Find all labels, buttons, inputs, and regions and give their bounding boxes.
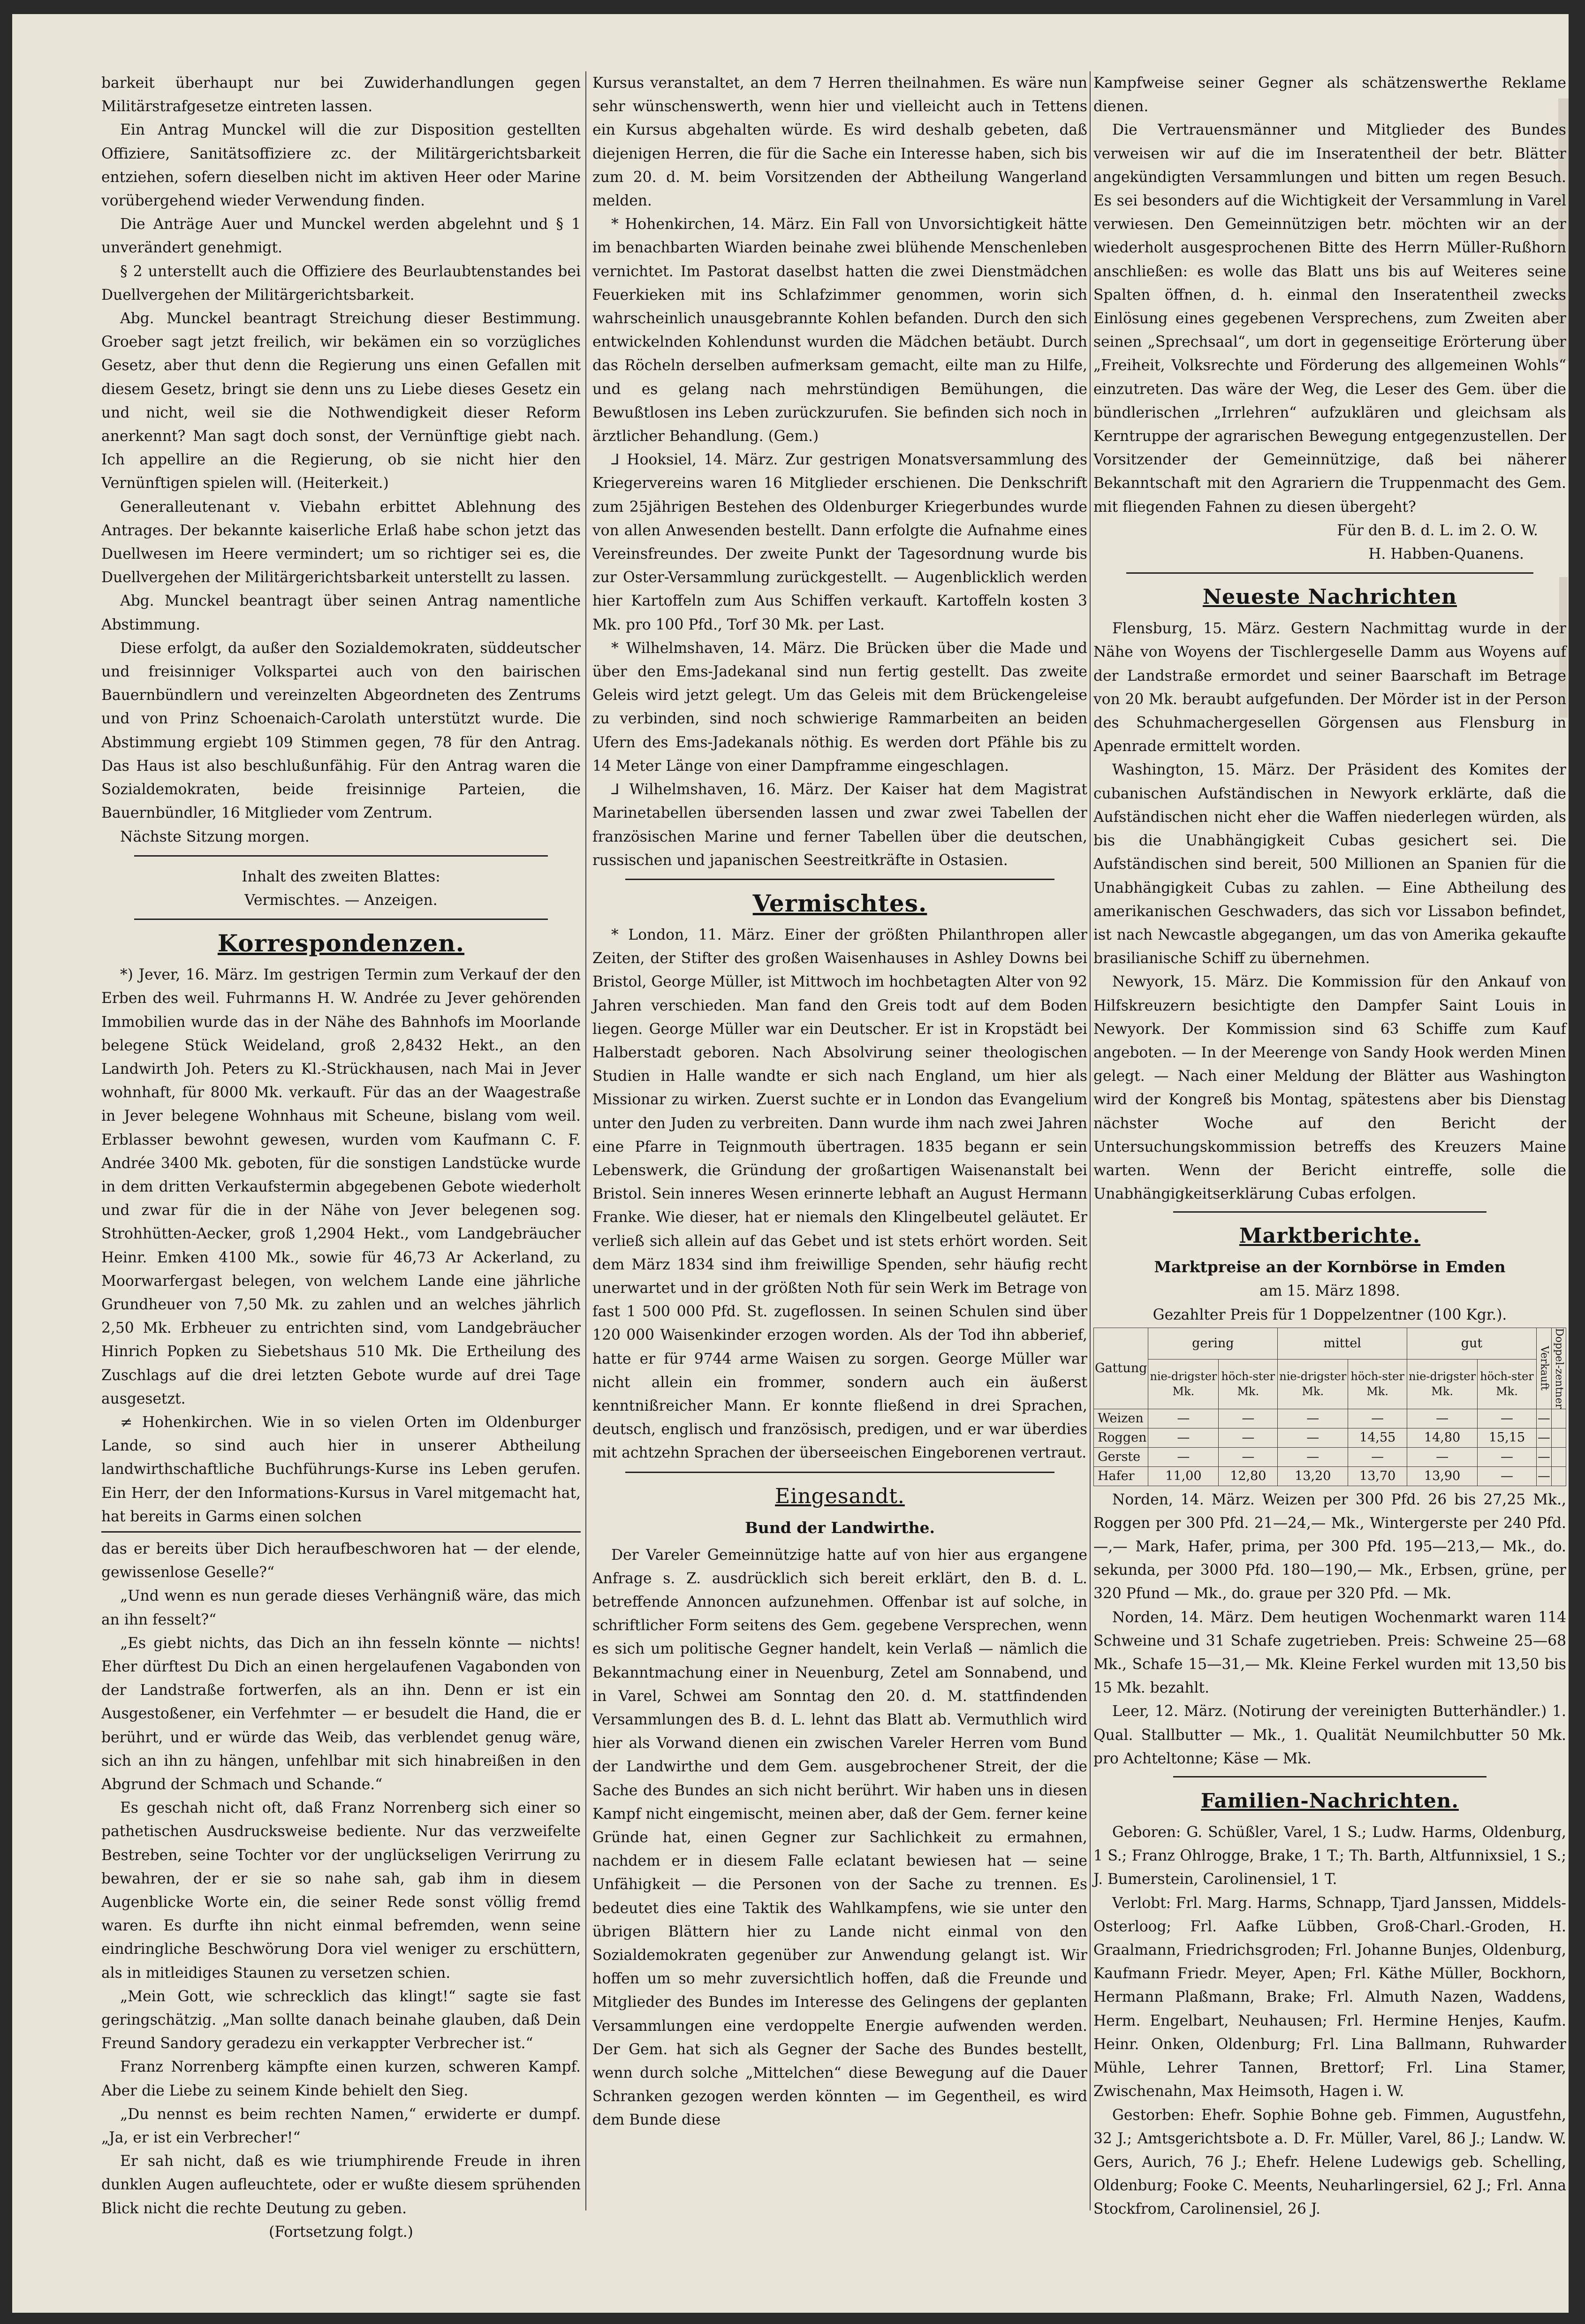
table-cell: — bbox=[1536, 1409, 1551, 1428]
market-price-note: Gezahlter Preis für 1 Doppelzentner (100 Kgr.). bbox=[1153, 1306, 1507, 1323]
article-wilhelmshaven-1: * Wilhelmshaven, 14. März. Die Brücken über die Made und über den Ems-Jadekanal sind nun fertig gestellt. Das zweite Geleis wird jetzt gelegt. Um das Geleis mit dem Brückengeleise zu verbinden, sind noch schwierige Rammarbeiten an beiden Ufern des Ems-Jadekanals nöthig. Es werden dort Pfähle bis zu 14 Meter Länge von einer Dampframme eingeschlagen. bbox=[592, 639, 1087, 775]
reichstag-paragraph: Abg. Munckel beantragt über seinen Antrag namentliche Abstimmung. bbox=[101, 592, 581, 633]
table-cell: — bbox=[1148, 1447, 1219, 1466]
table-cell: — bbox=[1536, 1428, 1551, 1447]
table-cell bbox=[1551, 1409, 1566, 1428]
reichstag-paragraph: Ein Antrag Munckel will die zur Disposition gestellten Offiziere, Sanitätsoffiziere zc. der Militärgerichtsbarkeit entziehen, sofern dieselben nicht im aktiven Heer oder Marine vorübergehend wieder Verwendung finden. bbox=[101, 122, 581, 210]
table-header: nie-drigster Mk. bbox=[1148, 1359, 1219, 1409]
family-engagements: Verlobt: Frl. Marg. Harms, Schnapp, Tjard Janssen, Middels-Osterloog; Frl. Aafke Lübben, Groß-Charl.-Groden, H. Graalmann, Friedrichsgroden; Frl. Johanne Bunjes, Oldenburg, Kaufmann Friedr. Meyer, Apen; Frl. Käthe Müller, Bockhorn, Hermann Plaßmann, Brake; Frl. Almuth Nazen, Waddens, Herm. Engelbart, Neuhausen; Frl. Hermine Henjes, Kaufm. Heinr. Onken, Oldenburg; Frl. Lina Ballmann, Ruhwarder Mühle, Lehrer Tannen, Brettorf; Frl. Lina Stamer, Zwischenahn, Max Heimsoth, Hagen i. W. bbox=[1093, 1894, 1566, 2100]
article-paragraph: Die Vertrauensmänner und Mitglieder des Bundes verweisen wir auf die im Inseratentheil der betr. Blätter angekündigten Versammlungen und bitten um regen Besuch. Es sei besonders auf die Wichtigkeit der Versammlung in Varel verwiesen. Den Gemeinnützigen betr. möchten wir an der wiederholt ausgesprochenen Bitte des Herrn Müller-Rußhorn anschließen: es wolle das Blatt uns bis auf Weiteres seine Spalten öffnen, d. h. einmal den Inseratentheil zwecks Einlösung eines gegebenen Versprechens, zum Zweiten aber seinen „Sprechsaal“, um dort in gegenseitige Erörterung über „Freiheit, Volksrechte und Förderung des allgemeinen Wohls“ einzutreten. Das wäre der Weg, die Leser des Gem. über die bündlerischen „Irrlehren“ aufzuklären und gleichsam als Kerntruppe der agrarischen Bewegung entgegenzustellen. Der Vorsitzender der Gemeinnützige, daß bei näherer Bekanntschaft mit den Agrariern die Truppenmacht des Gem. mit fliegenden Fahnen zu diesen übergeht? bbox=[1093, 122, 1566, 516]
table-header: höch-ster Mk. bbox=[1478, 1359, 1537, 1409]
table-header: nie-drigster Mk. bbox=[1278, 1359, 1348, 1409]
signature-line: Für den B. d. L. im 2. O. W. bbox=[1337, 522, 1538, 539]
reichstag-paragraph: Abg. Munckel beantragt Streichung dieser Bestimmung. Groeber sagt jetzt freilich, wir bekämen ein so vorzügliches Gesetz, aber thut denn die Regierung uns einen Gefallen mit diesem Gesetz, bringt sie denn uns zu Liebe dieses Gesetz ein und nicht, weil sie die Nothwendigkeit dieser Reform anerkennt? Man sagt doch sonst, der Vernünftige giebt nach. Ich appellire an die Regierung, ob sie nicht hier den Vernünftigen spielen will. (Heiterkeit.) bbox=[101, 310, 581, 492]
section-divider bbox=[625, 879, 1054, 880]
family-births: Geboren: G. Schüßler, Varel, 1 S.; Ludw. Harms, Oldenburg, 1 S.; Franz Ohlrogge, Brake, 1 T.; Th. Barth, Altfunnixsiel, 1 S.; J. Bumerstein, Carolinensiel, 1 T. bbox=[1093, 1824, 1566, 1888]
table-cell: 15,15 bbox=[1478, 1428, 1537, 1447]
table-header: nie-drigster Mk. bbox=[1407, 1359, 1478, 1409]
section-divider bbox=[1173, 1211, 1486, 1213]
section-divider bbox=[134, 919, 548, 920]
table-cell: 13,70 bbox=[1348, 1466, 1407, 1486]
feuilleton-paragraph: Franz Norrenberg kämpfte einen kurzen, schweren Kampf. Aber die Liebe zu seinem Kinde behielt den Sieg. bbox=[101, 2058, 581, 2099]
reichstag-paragraph: Diese erfolgt, da außer den Sozialdemokraten, süddeutscher und freisinniger Volkspartei auch von den bairischen Bauernbündlern und vereinzelten Abgeordneten des Zentrums und von Prinz Schoenaich-Carolath unterstützt wurde. Die Abstimmung ergiebt 109 Stimmen gegen, 78 für den Antrag. Das Haus ist also beschlußunfähig. Für den Antrag waren die Sozialdemokraten, beide freisinnige Parteien, die Bauernbündler, 16 Mitglieder vom Zentrum. bbox=[101, 639, 581, 822]
family-deaths: Gestorben: Ehefr. Sophie Bohne geb. Fimmen, Augustfehn, 32 J.; Amtsgerichtsbote a. D. Fr. Müller, Varel, 86 J.; Landw. W. Gers, Aurich, 76 J.; Ehefr. Helene Ludewigs geb. Schelling, Oldenburg; Fooke C. Meents, Neuharlingersiel, 62 J.; Frl. Anna Stockfrom, Carolinensiel, 26 J. bbox=[1093, 2106, 1566, 2218]
article-bund: Der Vareler Gemeinnützige hatte auf von hier aus ergangene Anfrage s. Z. ausdrücklich sich bereit erklärt, den B. d. L. betreffende Annoncen aufzunehmen. Offenbar ist auf solche, in schriftlicher Form seitens des Gem. gegebene Versprechen, wenn es sich um politische Gegner handelt, kein Verlaß — nämlich die Bekanntmachung einer in Neuenburg, Zetel am Sonnabend, und in Varel, Schwei am Sonntag den 20. d. M. stattfindenden Versammlungen des B. d. L. lehnt das Blatt ab. Vermuthlich wird hier als Vorwand dienen ein zwischen Vareler Herren vom Bund der Landwirthe und dem Gem. ausgebrochener Streit, der die Sache des Bundes an sich nicht berührt. Wir haben uns in diesen Kampf nicht eingemischt, meinen aber, daß der Gem. ferner keine Gründe hat, einen Gegner zur Sachlichkeit zu ermahnen, nachdem er in diesem Falle eclatant bewiesen hat — seine Unfähigkeit — die Personen von der Sache zu trennen. Es bedeutet dies eine Taktik des Wahlkampfens, wie sie unter den übrigen Blättern hier zu Lande nicht einmal von den Sozialdemokraten gegenüber zur Anwendung gelangt ist. Wir hoffen um so mehr zuversichtlich hoffen, daß die Freunde und Mitglieder des Bundes im Interesse des Gelingens der geplanten Versammlungen eine verdoppelte Energie aufwenden werden. Der Gem. hat sich als Gegner der Sache des Bundes bestellt, wenn durch solche „Mittelchen“ diese Bewegung auf die Dauer Schranken gezogen werden könnten — im Gegentheil, es wird dem Bunde diese bbox=[592, 1546, 1087, 2129]
section-heading-neueste-nachrichten: Neueste Nachrichten bbox=[1202, 585, 1457, 609]
reichstag-paragraph: Generalleutenant v. Viebahn erbittet Ablehnung des Antrages. Der bekannte kaiserliche Erlaß habe schon jetzt das Duellwesen im Heere vermindert; um so richtiger sei es, die Duellvergehen der Militärgerichtsbarkeit unterstellt zu lassen. bbox=[101, 498, 581, 586]
table-cell: — bbox=[1219, 1428, 1278, 1447]
table-cell: — bbox=[1348, 1447, 1407, 1466]
subheading-bund: Bund der Landwirthe. bbox=[744, 1518, 935, 1537]
article-washington: Washington, 15. März. Der Präsident des Komites der cubanischen Aufständischen in Newyork erklärte, daß die Aufständischen nicht eher die Waffen niederlegen würden, als bis die Unabhängigkeit Cubas gesichert sei. Die Aufständischen sind bereit, 500 Millionen an Spanien für die Unabhängigkeit Cubas zu zahlen. — Eine Abtheilung des amerikanischen Geschwaders, das sich vor Lissabon befindet, ist nach Newcastle abgegangen, um das von Amerika gekaufte brasilianische Schiff zu übernehmen. bbox=[1093, 761, 1566, 967]
reichstag-paragraph: Nächste Sitzung morgen. bbox=[120, 828, 310, 845]
table-cell: — bbox=[1407, 1447, 1478, 1466]
reichstag-paragraph: barkeit überhaupt nur bei Zuwiderhandlungen gegen Militärstrafgesetze eintreten lassen. bbox=[101, 75, 581, 115]
feuilleton-paragraph: „Du nennst es beim rechten Namen,“ erwiderte er dumpf. „Ja, er ist ein Verbrecher!“ bbox=[101, 2105, 581, 2147]
to-be-continued: (Fortsetzung folgt.) bbox=[269, 2223, 413, 2240]
market-subheading: Marktpreise an der Kornbörse in Emden bbox=[1154, 1258, 1506, 1276]
article-flensburg: Flensburg, 15. März. Gestern Nachmittag wurde in der Nähe von Woyens der Tischlergeselle Damm aus Woyens auf der Landstraße ermordet und seiner Baarschaft im Betrage von 20 Mk. beraubt aufgefunden. Der Mörder ist in der Person des Schuhmachergesellen Görgensen aus Flensburg in Apenrade ermittelt worden. bbox=[1093, 620, 1566, 755]
table-cell: Weizen bbox=[1094, 1409, 1148, 1428]
table-cell bbox=[1551, 1466, 1566, 1486]
market-report-norden: Norden, 14. März. Dem heutigen Wochenmarkt waren 114 Schweine und 31 Schafe zugetrieben. Preis: Schweine 25—68 Mk., Schafe 15—31,— Mk. Kleine Ferkel wurden mit 13,50 bis 15 Mk. bezahlt. bbox=[1093, 1609, 1566, 1697]
table-cell: 13,90 bbox=[1407, 1466, 1478, 1486]
section-heading-korrespondenzen: Korrespondenzen. bbox=[217, 929, 465, 957]
article-paragraph: Kursus veranstaltet, an dem 7 Herren theilnahmen. Es wäre nun sehr wünschenswerth, wenn hier und vielleicht auch in Tettens ein Kursus abgehalten würde. Es wird deshalb gebeten, daß diejenigen Herren, die für die Sache ein Interesse haben, sich bis zum 20. d. M. beim Vorsitzenden der Abtheilung Wangerland melden. bbox=[592, 75, 1087, 210]
contents-note: Inhalt des zweiten Blattes: bbox=[242, 868, 440, 885]
table-cell: — bbox=[1148, 1409, 1219, 1428]
table-row bbox=[1094, 1409, 1566, 1428]
article-hohenkirchen: ≠ Hohenkirchen. Wie in so vielen Orten im Oldenburger Lande, so sind auch hier in unserer Abtheilung landwirthschaftliche Buchführungs-Kurse ins Leben gerufen. Ein Herr, der den Informations-Kursus in Varel mitgemacht hat, hat bereits in Garms einen solchen bbox=[101, 1413, 581, 1525]
feuilleton-paragraph: Es geschah nicht oft, daß Franz Norrenberg sich einer so pathetischen Ausdrucksweise bediente. Nur das verzweifelte Bestreben, seine Tochter vor der unglückseligen Verirrung zu bewahren, der er sie so nahe sah, gab ihm in diesem Augenblicke Worte ein, die seiner Rede sonst völlig fremd waren. Es durfte ihn nicht einmal befremden, wenn seine eindringliche Beschwörung Dora viel weniger zu erschüttern, als in mitleidiges Staunen zu versetzen schien. bbox=[101, 1800, 581, 1982]
table-cell: — bbox=[1219, 1409, 1278, 1428]
table-header: gut bbox=[1407, 1328, 1537, 1359]
column-3 bbox=[1093, 71, 1566, 2218]
table-cell: — bbox=[1478, 1466, 1537, 1486]
section-divider bbox=[1126, 572, 1533, 574]
table-header: Gattung bbox=[1094, 1328, 1148, 1409]
market-price-table bbox=[1093, 1328, 1566, 1486]
column-rule bbox=[585, 71, 586, 2210]
article-wilhelmshaven-2: ⅃ Wilhelmshaven, 16. März. Der Kaiser hat dem Magistrat Marinetabellen übersenden lassen und zwar zwei Tabellen der französischen Marine und ferner Tabellen über die deutschen, russischen und japanischen Seestreitkräfte in Ostasien. bbox=[592, 781, 1087, 869]
table-row bbox=[1094, 1428, 1566, 1447]
column-rule bbox=[1090, 71, 1091, 2210]
table-header: höch-ster Mk. bbox=[1348, 1359, 1407, 1409]
article-jever: *) Jever, 16. März. Im gestrigen Termin zum Verkauf der den Erben des weil. Fuhrmanns H. W. Andrée zu Jever gehörenden Immobilien wurde das in der Nähe des Bahnhofs im Moorlande belegene Stück Weideland, groß 2,8432 Hekt., an den Landwirth Joh. Peters zu Kl.-Strückhausen, nach Mai in Jever wohnhaft, für 8000 Mk. verkauft. Für das an der Waagestraße in Jever belegene Wohnhaus mit Scheune, bislang vom weil. Erblasser bewohnt gewesen, wurden vom Kaufmann C. F. Andrée 3400 Mk. geboten, für die sonstigen Landstücke wurde in dem dritten Verkaufstermin abgegebenen Gebote wiederholt und zwar für die in der Nähe von Jever belegenen sog. Strohhütten-Aecker, groß 1,2904 Hekt., vom Landgebräucher Heinr. Emken 4100 Mk., sowie für 46,73 Ar Ackerland, zu Moorwarfergast belegen, von welchem Lande eine jährliche Grundheuer von 7,50 Mk. zu zahlen und an welches jährlich 2,50 Mk. Erbheuer zu entrichten sind, vom Landgebräucher Hinrich Popken zu Siebetshaus 510 Mk. Die Ertheilung des Zuschlags auf die drei letzten Gebote wurde auf drei Tage ausgesetzt. bbox=[101, 966, 581, 1407]
section-divider bbox=[134, 855, 548, 857]
reichstag-paragraph: Die Anträge Auer und Munckel werden abgelehnt und § 1 unverändert genehmigt. bbox=[101, 216, 581, 257]
table-cell: Roggen bbox=[1094, 1428, 1148, 1447]
feuilleton-paragraph: „Und wenn es nun gerade dieses Verhängniß wäre, das mich an ihn fesselt?“ bbox=[101, 1587, 581, 1628]
section-heading-vermischtes: Vermischtes. bbox=[752, 889, 927, 917]
table-cell bbox=[1551, 1428, 1566, 1447]
table-cell: 13,20 bbox=[1278, 1466, 1348, 1486]
table-cell bbox=[1551, 1447, 1566, 1466]
table-cell: 14,55 bbox=[1348, 1428, 1407, 1447]
article-hohenkirchen-2: * Hohenkirchen, 14. März. Ein Fall von Unvorsichtigkeit hätte im benachbarten Wiarden beinahe zwei blühende Menschenleben vernichtet. Im Pastorat daselbst hatten die zwei Dienstmädchen Feuerkieken mit ins Schlafzimmer genommen, worin sich wahrscheinlich unausgebrannte Kohlen befanden. Durch den sich entwickelnden Kohlendunst wurden die Mädchen betäubt. Durch das Röcheln derselben aufmerksam gemacht, eilte man zu Hilfe, und es gelang nach mehrstündigen Bemühungen, die Bewußtlosen ins Leben zurückzurufen. Sie befinden sich noch in ärztlicher Behandlung. (Gem.) bbox=[592, 216, 1087, 445]
section-divider bbox=[1173, 1776, 1486, 1777]
table-cell: — bbox=[1278, 1447, 1348, 1466]
table-cell: Hafer bbox=[1094, 1466, 1148, 1486]
table-cell: — bbox=[1148, 1428, 1219, 1447]
table-cell: Gerste bbox=[1094, 1447, 1148, 1466]
section-heading-familien-nachrichten: Familien-Nachrichten. bbox=[1201, 1789, 1459, 1813]
table-cell: 11,00 bbox=[1148, 1466, 1219, 1486]
table-cell: — bbox=[1278, 1428, 1348, 1447]
table-row bbox=[1094, 1466, 1566, 1486]
table-header: Doppel-zentner bbox=[1551, 1328, 1566, 1409]
table-cell: — bbox=[1278, 1409, 1348, 1428]
table-cell: 14,80 bbox=[1407, 1428, 1478, 1447]
article-newyork: Newyork, 15. März. Die Kommission für den Ankauf von Hilfskreuzern besichtigte den Dampfer Saint Louis in Newyork. Der Kommission sind 63 Schiffe zum Kauf angeboten. — In der Meerenge von Sandy Hook werden Minen gelegt. — Nach einer Meldung der Blätter aus Washington wird der Kongreß bis Montag, spätestens aber bis Dienstag nächster Woche auf den Bericht der Untersuchungskommission betreffs des Kreuzers Maine warten. Wenn der Bericht eintreffe, solle die Unabhängigkeitserklärung Cubas erfolgen. bbox=[1093, 973, 1566, 1203]
section-divider bbox=[625, 1472, 1054, 1473]
signature-name: H. Habben-Quanens. bbox=[1368, 546, 1524, 563]
section-heading-marktberichte: Marktberichte. bbox=[1239, 1224, 1421, 1248]
feuilleton-divider bbox=[101, 1531, 581, 1533]
table-cell: — bbox=[1407, 1409, 1478, 1428]
table-cell: — bbox=[1536, 1447, 1551, 1466]
section-heading-eingesandt: Eingesandt. bbox=[775, 1484, 905, 1508]
table-row bbox=[1094, 1447, 1566, 1466]
table-header: höch-ster Mk. bbox=[1219, 1359, 1278, 1409]
table-cell: — bbox=[1219, 1447, 1278, 1466]
contents-note: Vermischtes. — Anzeigen. bbox=[244, 891, 438, 909]
table-cell: — bbox=[1536, 1466, 1551, 1486]
feuilleton-paragraph: Er sah nicht, daß es wie triumphirende Freude in ihren dunklen Augen aufleuchtete, oder er wußte diesem sprühenden Blick nicht die rechte Deutung zu geben. bbox=[101, 2153, 581, 2217]
feuilleton-paragraph: „Es giebt nichts, das Dich an ihn fesseln könnte — nichts! Eher dürftest Du Dich an einen hergelaufenen Vagabonden von der Landstraße fortwerfen, als an ihn. Denn er ist ein Ausgestoßener, ein Verfehmter — er besudelt die Hand, die er berührt, und er würde das Weib, das verblendet genug wäre, sich an ihn zu hängen, unfehlbar mit sich hinabreißen in den Abgrund der Schmach und Schande.“ bbox=[101, 1634, 581, 1793]
table-header: Verkauft bbox=[1536, 1328, 1551, 1409]
newspaper-page bbox=[12, 14, 1569, 2313]
table-cell: — bbox=[1348, 1409, 1407, 1428]
article-london: * London, 11. März. Einer der größten Philanthropen aller Zeiten, der Stifter des großen Waisenhauses in Ashley Downs bei Bristol, George Müller, ist Mittwoch im hochbetagten Alter von 92 Jahren verschieden. Man fand den Greis todt auf dem Boden liegen. George Müller war ein Deutscher. Er ist in Kropstädt bei Halberstadt geboren. Nach Absolvirung seiner theologischen Studien in Halle wandte er sich nach England, um hier als Missionar zu wirken. Zuerst suchte er in London das Evangelium unter den Juden zu verbreiten. Dann wurde ihm nach zwei Jahren eine Pfarre in Teignmouth übertragen. 1835 begann er sein Lebenswerk, die Gründung der großartigen Waisenanstalt bei Bristol. Sein inneres Wesen erinnerte lebhaft an August Hermann Franke. Wie dieser, hat er niemals den Klingelbeutel geläutet. Er verließ sich allein auf das Gebet und ist stets erhört worden. Seit dem März 1834 sind ihm freiwillige Spenden, sehr häufig recht unerwartet und in der größten Noth für sein Werk im Betrage von fast 1 500 000 Pfd. St. zugeflossen. In seinen Schulen sind über 120 000 Waisenkinder erzogen worden. Als der Tod ihn abberief, hatte er für 9744 arme Waisen zu sorgen. George Müller war nicht allein ein frommer, sondern auch ein äußerst kenntnißreicher Mann. Er konnte fließend in drei Sprachen, deutsch, englisch und französisch, predigen, und er war überdies mit achtzehn Sprachen der überseeischen Eingeborenen vertraut. bbox=[592, 926, 1087, 1462]
feuilleton-paragraph: „Mein Gott, wie schrecklich das klingt!“ sagte sie fast geringschätzig. „Man sollte danach beinahe glauben, daß Dein Freund Sandory geradezu ein verkappter Verbrecher ist.“ bbox=[101, 1988, 581, 2052]
market-report-norden: Norden, 14. März. Weizen per 300 Pfd. 26 bis 27,25 Mk., Roggen per 300 Pfd. 21—24,— Mk., Wintergerste per 240 Pfd. —,— Mark, Hafer, prima, per 300 Pfd. 195—213,— Mk., do. sekunda, per 3000 Pfd. 180—190,— Mk., Erbsen, grüne, per 320 Pfund — Mk., do. graue per 320 Pfd. — Mk. bbox=[1093, 1491, 1566, 1602]
article-hooksiel: ⅃ Hooksiel, 14. März. Zur gestrigen Monatsversammlung des Kriegervereins waren 16 Mitglieder erschienen. Die Denkschrift zum 25jährigen Bestehen des Oldenburger Kriegerbundes wurde von allen Anwesenden bestellt. Dann erfolgte die Aufnahme eines Vereinsfreundes. Der zweite Punkt der Tagesordnung wurde bis zur Oster-Versammlung zurückgestellt. — Augenblicklich werden hier Kartoffeln zum Aus Schiffen verkauft. Kartoffeln kosten 3 Mk. pro 100 Pfd., Torf 30 Mk. per Last. bbox=[592, 451, 1087, 633]
column-2 bbox=[592, 71, 1087, 2201]
article-paragraph: Kampfweise seiner Gegner als schätzenswerthe Reklame dienen. bbox=[1093, 75, 1566, 115]
table-header: gering bbox=[1148, 1328, 1278, 1359]
market-report-leer: Leer, 12. März. (Notirung der vereinigten Butterhändler.) 1. Qual. Stallbutter — Mk., 1. Qualität Neumilchbutter 50 Mk. pro Achteltonne; Käse — Mk. bbox=[1093, 1703, 1566, 1767]
table-cell: — bbox=[1478, 1447, 1537, 1466]
table-cell: — bbox=[1478, 1409, 1537, 1428]
table-header: mittel bbox=[1278, 1328, 1407, 1359]
feuilleton-paragraph: das er bereits über Dich heraufbeschworen hat — der elende, gewissenlose Geselle?“ bbox=[101, 1540, 581, 1581]
market-date: am 15. März 1898. bbox=[1259, 1283, 1400, 1300]
reichstag-paragraph: § 2 unterstellt auch die Offiziere des Beurlaubtenstandes bei Duellvergehen der Militärgerichtsbarkeit. bbox=[101, 263, 581, 304]
table-cell: 12,80 bbox=[1219, 1466, 1278, 1486]
column-1 bbox=[101, 71, 581, 2240]
